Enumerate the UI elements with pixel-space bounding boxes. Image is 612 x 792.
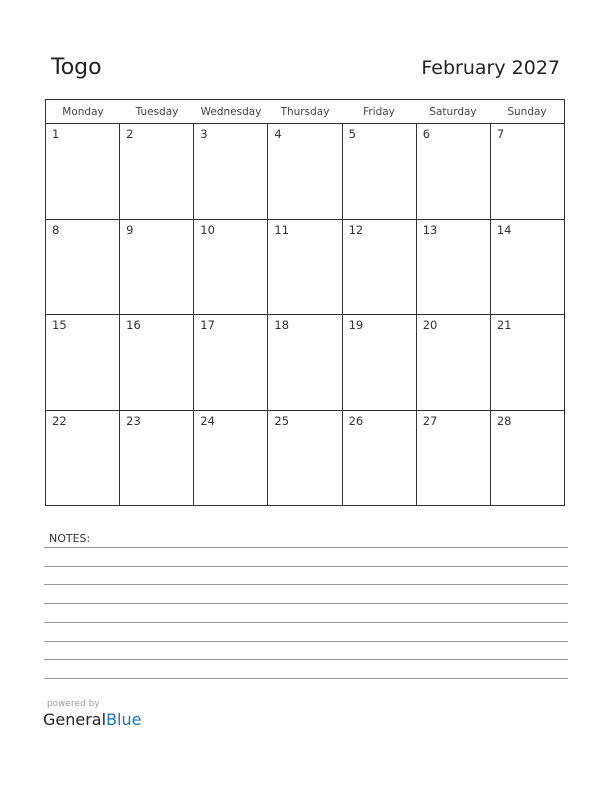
weekday-saturday: Saturday — [429, 106, 477, 118]
calendar-month-title: February 2027 — [421, 57, 560, 79]
day-cell: 3 — [194, 124, 268, 219]
generalblue-logo — [43, 710, 141, 729]
day-cell: 8 — [46, 220, 120, 315]
week-row-4 — [46, 411, 564, 507]
day-cell: 6 — [417, 124, 491, 219]
day-cell: 9 — [120, 220, 194, 315]
powered-by-text: powered by — [47, 699, 100, 709]
day-cell: 13 — [417, 220, 491, 315]
weekday-header-row — [46, 100, 564, 124]
weekday-wednesday: Wednesday — [200, 106, 262, 118]
day-cell: 28 — [496, 413, 512, 428]
day-cell: 22 — [46, 411, 120, 507]
week-row-1 — [46, 124, 564, 220]
note-line — [44, 566, 568, 567]
day-cell: 7 — [496, 127, 505, 141]
day-cell: 23 — [120, 411, 194, 507]
day-cell: 15 — [46, 315, 120, 410]
week-row-3 — [46, 315, 564, 411]
note-line — [44, 547, 568, 548]
day-cell: 10 — [194, 220, 268, 315]
day-cell: 2 — [120, 124, 194, 219]
logo-text-general: General — [43, 710, 107, 729]
day-cell: 5 — [343, 124, 417, 219]
weekday-friday: Friday — [363, 106, 395, 118]
weekday-monday: Monday — [62, 106, 104, 118]
weekday-thursday: Thursday — [280, 106, 330, 118]
day-cell: 11 — [268, 220, 342, 315]
day-cell: 16 — [120, 315, 194, 410]
day-cell: 4 — [268, 124, 342, 219]
note-line — [44, 641, 568, 642]
notes-label: NOTES: — [49, 532, 91, 545]
day-cell: 25 — [268, 411, 342, 507]
note-line — [44, 678, 568, 679]
calendar-country-title: Togo — [51, 55, 102, 80]
note-line — [44, 584, 568, 585]
day-cell: 26 — [343, 411, 417, 507]
weekday-sunday: Sunday — [507, 106, 547, 118]
day-cell: 18 — [268, 315, 342, 410]
day-cell: 21 — [496, 318, 512, 332]
day-cell: 19 — [343, 315, 417, 410]
weekday-tuesday: Tuesday — [135, 106, 179, 118]
note-line — [44, 622, 568, 623]
day-cell: 17 — [194, 315, 268, 410]
note-line — [44, 659, 568, 660]
logo-text-blue: Blue — [106, 710, 142, 729]
day-cell: 27 — [417, 411, 491, 507]
day-cell: 1 — [46, 124, 120, 219]
day-cell: 20 — [417, 315, 491, 410]
day-cell: 12 — [343, 220, 417, 315]
day-cell: 14 — [496, 222, 512, 237]
week-row-2 — [46, 220, 564, 316]
day-cell: 24 — [194, 411, 268, 507]
calendar-grid — [45, 99, 565, 506]
note-line — [44, 603, 568, 604]
